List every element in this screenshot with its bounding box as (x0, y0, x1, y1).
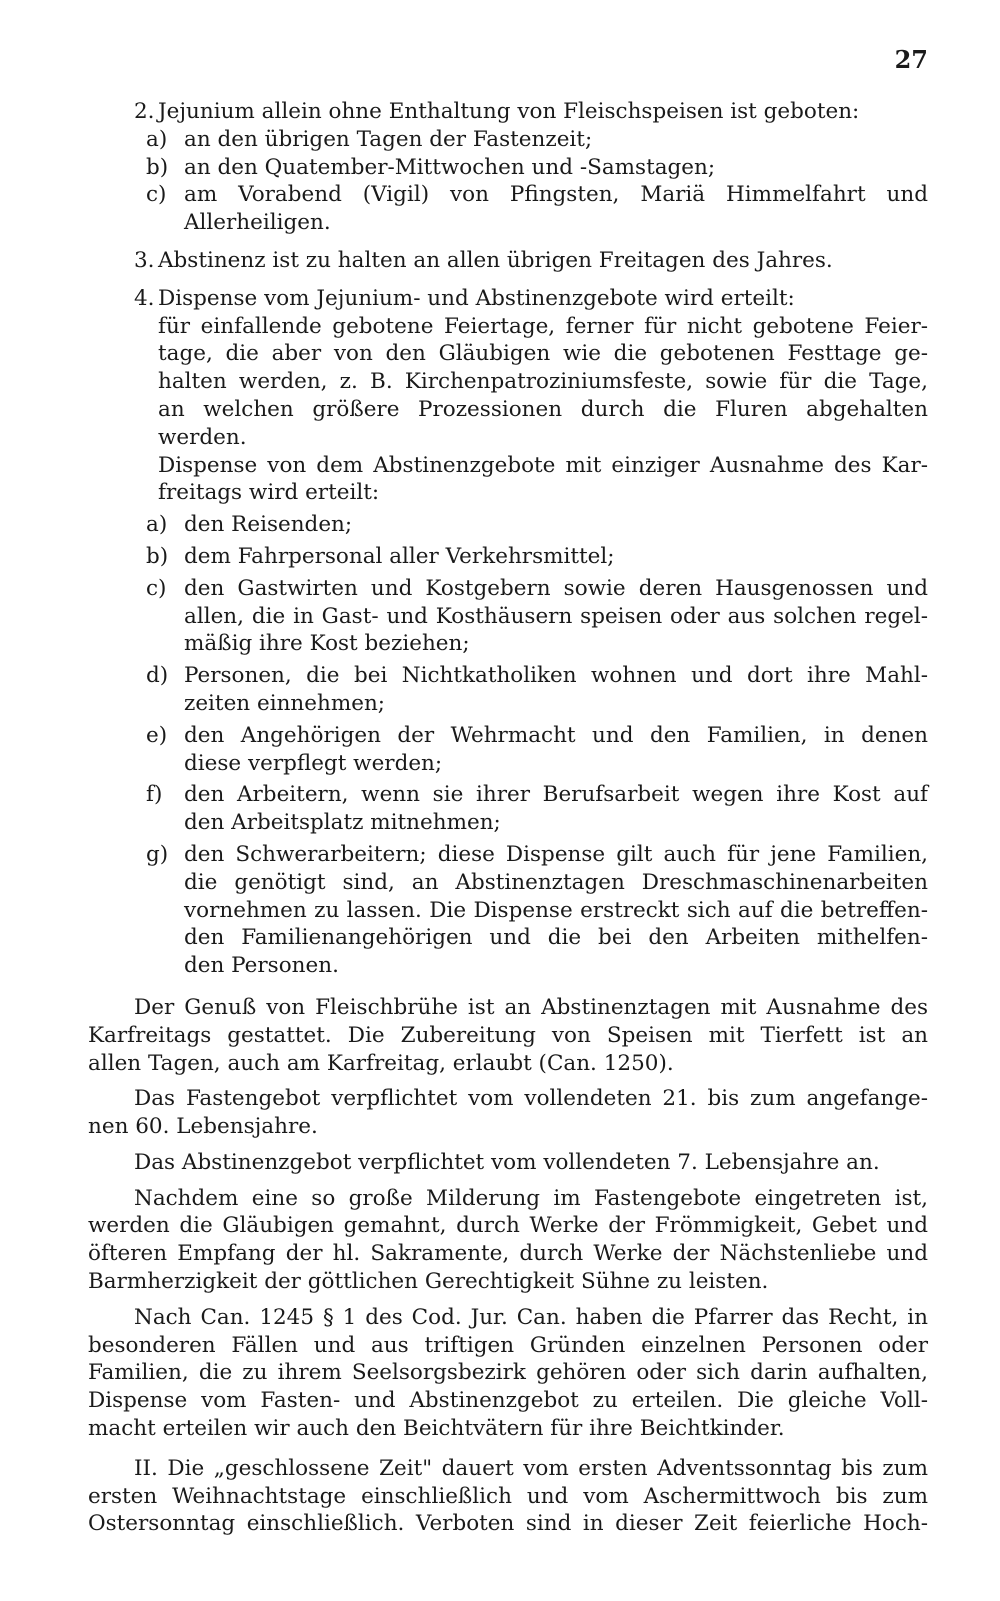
item-line: Personen, die bei Nichtkatholiken wohnen und dort ihre Mahl- (184, 663, 928, 689)
list-item (146, 181, 928, 237)
item-line: den Arbeitsplatz mitnehmen; (184, 810, 501, 836)
item-line: zeiten einnehmen; (184, 690, 386, 716)
paragraph-line: Karfreitags gestattet. Die Zubereitung von Speisen mit Tierfett ist an (88, 1022, 928, 1048)
item-line: am Vorabend (Vigil) von Pfingsten, Mariä Himmelfahrt und (184, 182, 928, 208)
item-line: den Gastwirten und Kostgebern sowie deren Hausgenossen und (184, 575, 928, 601)
item-label: a) (146, 512, 168, 538)
section-line: tage, die aber von den Gläubigen wie die gebotenen Festtage ge- (158, 341, 928, 367)
item-label: b) (146, 543, 169, 569)
paragraph-line: öfteren Empfang der hl. Sakramente, durch Werke der Nächstenliebe und (88, 1241, 928, 1267)
list-item (146, 511, 928, 539)
item-line: den Schwerarbeitern; diese Dispense gilt auch für jene Familien, (184, 841, 928, 867)
paragraph-line: Familien, die zu ihrem Seelsorgsbezirk gehören oder sich darin aufhalten, (88, 1360, 928, 1386)
list-item (146, 781, 928, 837)
item-label: e) (146, 722, 168, 748)
paragraph-line: Nach Can. 1245 § 1 des Cod. Jur. Can. haben die Pfarrer das Recht, in (134, 1304, 928, 1330)
paragraph (88, 994, 928, 1022)
paragraph-line: Das Fastengebot verpflichtet vom vollendeten 21. bis zum angefange- (134, 1086, 928, 1112)
paragraph-line: werden die Gläubigen gemahnt, durch Werke der Frömmigkeit, Gebet und (88, 1213, 928, 1239)
paragraph-line: Das Abstinenzgebot verpflichtet vom vollendeten 7. Lebensjahre an. (134, 1149, 880, 1175)
paragraph-line: ersten Weihnachtstage einschließlich und vom Aschermittwoch bis zum (88, 1483, 928, 1509)
section-text: Abstinenz ist zu halten an allen übrigen Freitagen des Jahres. (158, 247, 833, 273)
list-item (146, 154, 928, 182)
item-line: den Personen. (184, 953, 339, 979)
section-line: Dispense vom Jejunium- und Abstinenzgebote wird erteilt: (158, 285, 795, 311)
item-line: diese verpflegt werden; (184, 750, 443, 776)
section-number: 4. (134, 285, 155, 311)
item-line: Allerheiligen. (184, 210, 331, 236)
paragraph-line: Der Genuß von Fleischbrühe ist an Abstinenztagen mit Ausnahme des (134, 994, 928, 1020)
section-4-heading (134, 285, 928, 507)
item-line: allen, die in Gast- und Kosthäusern speisen oder aus solchen regel- (184, 603, 928, 629)
paragraph-line: Barmherzigkeit der göttlichen Gerechtigkeit Sühne zu leisten. (88, 1269, 769, 1295)
section-2-heading (134, 98, 928, 126)
section-line: freitags wird erteilt: (158, 480, 380, 506)
list-item (146, 662, 928, 718)
paragraph (88, 1455, 928, 1483)
item-line: den Angehörigen der Wehrmacht und den Familien, in denen (184, 722, 928, 748)
paragraph-line: nen 60. Lebensjahre. (88, 1114, 318, 1140)
paragraph (88, 1185, 928, 1213)
item-line: den Reisenden; (184, 512, 353, 538)
section-line: halten werden, z. B. Kirchenpatroziniumsfeste, sowie für die Tage, (158, 369, 928, 395)
section-text: Jejunium allein ohne Enthaltung von Fleischspeisen ist geboten: (158, 99, 860, 124)
section-line: Dispense von dem Abstinenzgebote mit einziger Ausnahme des Kar- (158, 452, 928, 478)
paragraph-line: besonderen Fällen und aus triftigen Gründen einzelnen Personen oder (88, 1332, 928, 1358)
list-item (146, 722, 928, 778)
list-item (146, 841, 928, 980)
item-line: dem Fahrpersonal aller Verkehrsmittel; (184, 543, 615, 569)
item-line: mäßig ihre Kost beziehen; (184, 631, 470, 657)
paragraph (88, 1085, 928, 1113)
section-number: 3. (134, 247, 155, 273)
list-item (146, 543, 928, 571)
item-line: den Arbeitern, wenn sie ihrer Berufsarbeit wegen ihre Kost auf (184, 782, 928, 808)
item-label: c) (146, 575, 167, 601)
paragraph (88, 1304, 928, 1332)
list-item (146, 575, 928, 658)
item-line: vornehmen zu lassen. Die Dispense erstreckt sich auf die betreffen- (184, 897, 928, 923)
paragraph-line: macht erteilen wir auch den Beichtvätern für ihre Beichtkinder. (88, 1416, 785, 1442)
section-3-heading (134, 247, 928, 275)
item-label: a) (146, 126, 168, 152)
paragraph-line: allen Tagen, auch am Karfreitag, erlaubt (Can. 1250). (88, 1050, 674, 1076)
paragraph-line: Ostersonntag einschließlich. Verboten sind in dieser Zeit feierliche Hoch- (88, 1511, 928, 1537)
item-label: g) (146, 841, 169, 867)
document-body (88, 98, 928, 1538)
list-item (146, 126, 928, 154)
item-line: an den übrigen Tagen der Fastenzeit; (184, 126, 593, 152)
item-line: den Familienangehörigen und die bei den Arbeiten mithelfen- (184, 925, 928, 951)
item-label: d) (146, 663, 169, 689)
paragraph-line: II. Die „geschlossene Zeit" dauert vom ersten Adventssonntag bis zum (134, 1455, 928, 1481)
section-line: an welchen größere Prozessionen durch die Fluren abgehalten werden. (158, 396, 928, 450)
item-line: die genötigt sind, an Abstinenztagen Dreschmaschinenarbeiten (184, 869, 928, 895)
page-number: 27 (894, 45, 928, 74)
item-label: b) (146, 154, 169, 180)
item-label: c) (146, 182, 167, 208)
paragraph (88, 1149, 928, 1177)
item-line: an den Quatember-Mittwochen und -Samstagen; (184, 154, 716, 180)
item-label: f) (146, 782, 163, 808)
section-line: für einfallende gebotene Feiertage, ferner für nicht gebotene Feier- (158, 313, 928, 339)
section-number: 2. (134, 99, 155, 124)
paragraph-line: Dispense vom Fasten- und Abstinenzgebot zu erteilen. Die gleiche Voll- (88, 1388, 928, 1414)
paragraph-line: Nachdem eine so große Milderung im Fastengebote eingetreten ist, (134, 1185, 928, 1211)
